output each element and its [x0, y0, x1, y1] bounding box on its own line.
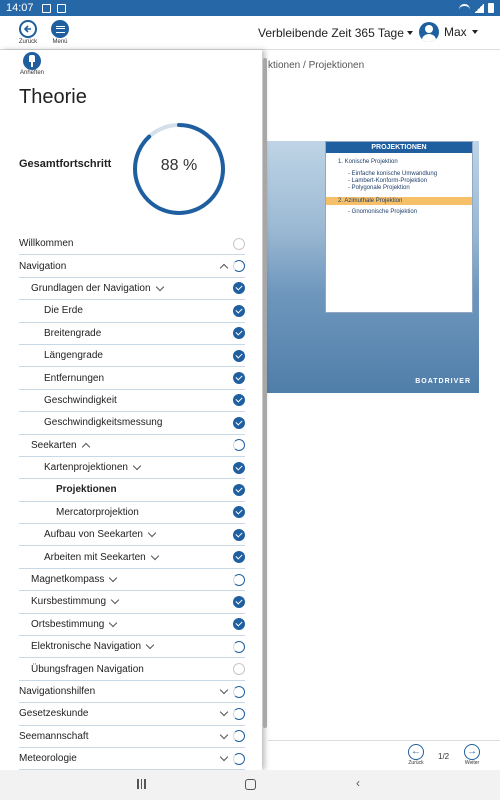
arrow-right-icon: →	[464, 744, 480, 760]
pin-icon	[23, 52, 41, 70]
tree-item-geschwindigkeit[interactable]	[19, 390, 245, 412]
tree-item-ortsbestimmung[interactable]	[19, 614, 245, 636]
caret-down-icon	[472, 30, 478, 34]
battery-icon	[488, 3, 494, 13]
chevron-down-icon[interactable]	[146, 641, 154, 649]
tree-item-kartenprojektionen[interactable]	[19, 457, 245, 479]
tree-item-elektronische-navigation[interactable]	[19, 636, 245, 658]
chevron-down-icon[interactable]	[109, 619, 117, 627]
back-button-label: Zurück	[18, 39, 38, 45]
menu-button-label: Menü	[52, 39, 68, 45]
chevron-down-icon[interactable]	[220, 708, 228, 716]
home-button[interactable]	[245, 779, 256, 790]
tree-item-label: Breitengrade	[44, 327, 102, 339]
user-menu[interactable]	[419, 22, 478, 42]
previous-page-label: Zurück	[408, 760, 424, 766]
tree-item-label: Navigation	[19, 260, 67, 272]
signal-icon	[474, 4, 484, 13]
navigation-drawer	[0, 50, 262, 770]
chevron-down-icon[interactable]	[109, 574, 117, 582]
tree-item-laengengrade[interactable]	[19, 345, 245, 367]
page-indicator: 1/2	[438, 752, 450, 761]
chevron-down-icon[interactable]	[220, 686, 228, 694]
slide-line: - Gnomonische Projektion	[348, 209, 418, 215]
status-icon	[233, 417, 245, 429]
slide-card	[325, 141, 473, 313]
tree-item-mercatorprojektion[interactable]	[19, 502, 245, 524]
remaining-time-dropdown[interactable]	[258, 26, 413, 40]
tree-item-grundlagen[interactable]	[19, 278, 245, 300]
breadcrumb: ktionen / Projektionen	[268, 60, 365, 71]
tree-item-label: Meteorologie	[19, 753, 77, 765]
tree-item-breitengrade[interactable]	[19, 323, 245, 345]
status-icon	[233, 596, 245, 608]
tree-item-kursbestimmung[interactable]	[19, 591, 245, 613]
tree-item-uebungsfragen-navigation[interactable]	[19, 658, 245, 680]
next-page-label: Weiter	[464, 760, 480, 766]
chevron-down-icon[interactable]	[133, 462, 141, 470]
tree-item-label: Geschwindigkeitsmessung	[44, 417, 163, 429]
next-page-button[interactable]	[460, 744, 484, 766]
slide-line-highlighted: 2. Azimuthale Projektion	[326, 197, 472, 205]
status-icon	[233, 708, 245, 720]
tree-item-label: Die Erde	[44, 305, 83, 317]
tree-item-magnetkompass[interactable]	[19, 569, 245, 591]
status-icon	[233, 462, 245, 474]
status-bar	[0, 0, 500, 16]
recent-apps-button[interactable]	[137, 779, 147, 789]
tree-item-label: Arbeiten mit Seekarten	[44, 551, 146, 563]
tree-item-label: Kartenprojektionen	[44, 462, 128, 474]
chevron-down-icon[interactable]	[220, 731, 228, 739]
tree-item-label: Ortsbestimmung	[31, 618, 105, 630]
tree-item-label: Kursbestimmung	[31, 596, 107, 608]
tree-item-label: Entfernungen	[44, 372, 105, 384]
tree-item-label: Elektronische Navigation	[31, 641, 142, 653]
system-back-button[interactable]: ‹	[356, 776, 360, 790]
tree-item-label: Seekarten	[31, 439, 77, 451]
tree-item-meteorologie[interactable]	[19, 748, 245, 770]
system-navigation-bar	[0, 770, 500, 800]
tree-item-projektionen[interactable]	[19, 479, 245, 501]
status-icon	[233, 350, 245, 362]
tree-item-label: Geschwindigkeit	[44, 394, 117, 406]
chevron-up-icon[interactable]	[220, 263, 228, 271]
status-icon	[233, 238, 245, 250]
status-icon	[233, 506, 245, 518]
tree-item-seemannschaft[interactable]	[19, 726, 245, 748]
status-icon	[233, 439, 245, 451]
slide-header: PROJEKTIONEN	[326, 142, 472, 153]
tree-item-arbeiten-mit-seekarten[interactable]	[19, 546, 245, 568]
status-icon	[233, 282, 245, 294]
overall-progress-label: Gesamtfortschritt	[19, 158, 112, 170]
tree-item-label: Grundlagen der Navigation	[31, 282, 151, 294]
status-icon	[233, 618, 245, 630]
overall-progress-value: 88 %	[160, 157, 198, 174]
tree-item-label: Seemannschaft	[19, 730, 89, 742]
status-icon	[233, 394, 245, 406]
menu-button[interactable]	[45, 20, 75, 45]
brand-logo: BOATDRIVER	[415, 378, 471, 385]
status-icon	[233, 484, 245, 496]
back-button[interactable]	[13, 20, 43, 45]
tree-item-label: Navigationshilfen	[19, 686, 96, 697]
lesson-tree	[19, 233, 245, 770]
drawer-scrollbar[interactable]	[263, 58, 267, 728]
chevron-up-icon[interactable]	[81, 442, 89, 450]
arrow-left-icon: ←	[408, 744, 424, 760]
chevron-down-icon[interactable]	[148, 529, 156, 537]
tree-item-seekarten[interactable]	[19, 435, 245, 457]
slide-line: - Lambert-Konform-Projektion	[348, 178, 428, 184]
tree-item-navigation[interactable]	[19, 255, 245, 277]
clock: 14:07	[6, 2, 34, 14]
chevron-down-icon[interactable]	[155, 283, 163, 291]
tree-item-navigationshilfen[interactable]	[19, 681, 245, 703]
image-icon	[42, 4, 51, 13]
remaining-time-label: Verbleibende Zeit 365 Tage	[258, 26, 404, 40]
tree-item-label: Übungsfragen Navigation	[31, 663, 144, 675]
status-icon	[233, 305, 245, 317]
avatar	[419, 22, 439, 42]
previous-page-button[interactable]	[404, 744, 428, 766]
tree-item-label: Aufbau von Seekarten	[44, 529, 143, 541]
tree-item-label: Gesetzeskunde	[19, 708, 89, 720]
tree-item-label: Mercatorprojektion	[56, 506, 139, 518]
status-icon	[233, 753, 245, 765]
arrow-left-icon	[19, 20, 37, 38]
chevron-down-icon[interactable]	[150, 551, 158, 559]
tree-item-geschwindigkeitsmessung[interactable]	[19, 412, 245, 434]
tree-item-gesetzeskunde[interactable]	[19, 703, 245, 725]
slide-line: - Einfache konische Umwandlung	[348, 171, 438, 177]
status-icon	[233, 730, 245, 742]
tree-item-label: Längengrade	[44, 350, 103, 362]
tree-item-entfernungen[interactable]	[19, 367, 245, 389]
download-icon	[57, 4, 66, 13]
app-bar	[0, 16, 500, 50]
status-icon	[233, 372, 245, 384]
slide-line: - Polygonale Projektion	[348, 185, 410, 191]
caret-down-icon	[407, 31, 413, 35]
tree-item-die-erde[interactable]	[19, 300, 245, 322]
lesson-slide	[263, 141, 479, 393]
page-navigation	[268, 740, 500, 770]
user-name: Max	[444, 25, 467, 39]
tree-item-label: Projektionen	[56, 484, 117, 496]
status-icon	[233, 327, 245, 339]
pin-button[interactable]	[19, 52, 45, 76]
status-icon	[233, 686, 245, 698]
status-icon	[233, 663, 245, 675]
status-icon	[233, 260, 245, 272]
chevron-down-icon[interactable]	[111, 596, 119, 604]
slide-line: 1. Konische Projektion	[338, 159, 398, 165]
tree-item-willkommen[interactable]	[19, 233, 245, 255]
wifi-icon	[459, 4, 470, 12]
tree-item-aufbau-von-seekarten[interactable]	[19, 524, 245, 546]
tree-item-label: Willkommen	[19, 238, 74, 250]
status-icon	[233, 641, 245, 653]
pin-button-label: Anheften	[19, 70, 45, 76]
status-icon	[233, 551, 245, 563]
tree-item-label: Magnetkompass	[31, 574, 105, 586]
chevron-down-icon[interactable]	[220, 753, 228, 761]
menu-icon	[51, 20, 69, 38]
drawer-title: Theorie	[19, 86, 87, 108]
status-icon	[233, 574, 245, 586]
status-icon	[233, 529, 245, 541]
